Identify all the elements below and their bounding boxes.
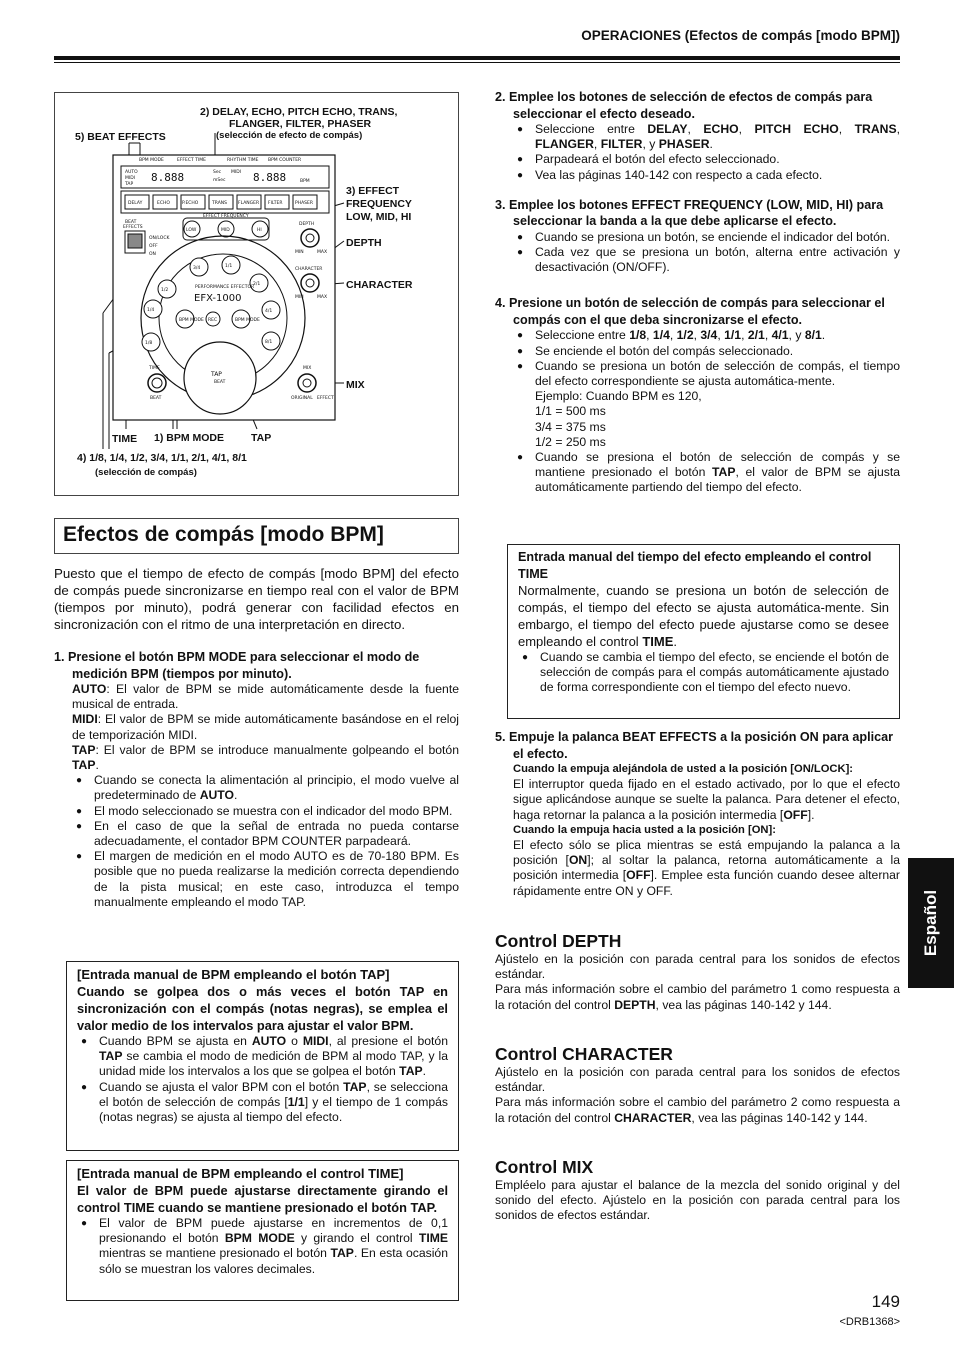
- device-effect: EFFECT: [317, 396, 334, 401]
- label-effect-select: 2) DELAY, ECHO, PITCH ECHO, TRANS, FLANGER, FILTER, PHASER (selección de efecto de compás): [200, 106, 398, 141]
- device-figure: [54, 92, 459, 496]
- device-beat-button: 1/1: [225, 264, 233, 269]
- device-tap: TAP: [125, 182, 134, 187]
- device-beat-button: 4/1: [265, 309, 273, 314]
- device-max: MAX: [317, 295, 328, 300]
- device-tap-big: TAP: [211, 371, 222, 378]
- box-manual-time: Entrada manual del tiempo del efecto empleando el control TIME Normalmente, cuando se presiona un botón de selección de compás, el tiempo del efecto se ajusta automática-mente. Sin embargo, el tiempo del efecto puede ajustarse como se desee empleando el control TIME. ● Cuando se cambia el tiempo del efecto, se enciende el botón de selección de compás para el compás automáticamente ajustado de forma correspondiente con el tiempo del efecto nuevo.: [507, 544, 900, 719]
- device-model: EFX-1000: [194, 293, 242, 304]
- device-beat-button: 3/4: [193, 266, 201, 271]
- device-freq-button: HI: [257, 228, 262, 233]
- label-character: CHARACTER: [346, 279, 413, 291]
- box-tap-entry: [Entrada manual de BPM empleando el botón TAP] Cuando se golpea dos o más veces el botón TAP en sincronización con el compás (notas negras), se emplea el valor medio de los intervalos para ajustar el valor BPM. ● Cuando BPM se ajusta en AUTO o MIDI, al presione el botón TAP se cambia el modo de medición de BPM al modo TAP, y la unidad mide los intervalos a los que se golpea el botón TAP. ● Cuando se ajusta el valor BPM con el botón TAP, se selecciona el botón de selección de compás [1/1] y el tiempo de 1 compás (notas negras) se ajusta al tiempo del efecto.: [66, 961, 459, 1151]
- device-center-button: BPM MODE: [179, 318, 204, 323]
- device-effect-button: PHASER: [295, 201, 314, 206]
- label-tap: TAP: [251, 432, 272, 444]
- step-4: 4. Presione un botón de selección de compás para seleccionar el compás con el que deba sincronizarse el efecto. ● Seleccione entre 1/8, 1/4, 1/2, 3/4, 1/1, 2/1, 4/1, y 8/1. ● Se enciende el botón del compás seleccionado. ● Cuando se presiona un botón de selección de compás, el tiempo del efecto correspondiente se ajusta automática-mente. Ejemplo: Cuando BPM es 120, 1/1 = 500 ms 3/4 = 375 ms 1/2 = 250 ms ● Cuando se presiona el botón de selección de compás y se mantiene presionado el botón TAP, el valor de BPM se ajusta automáticamente partiendo del tiempo del efecto.: [495, 295, 900, 495]
- device-midi-badge: MIDI: [231, 170, 242, 175]
- device-original: ORIGINAL: [291, 396, 313, 401]
- device-effect-button: P.ECHO: [182, 201, 199, 206]
- label-beat-select: 4) 1/8, 1/4, 1/2, 3/4, 1/1, 2/1, 4/1, 8/1: [77, 452, 247, 464]
- control-character: Control CHARACTER Ajústelo en la posición con parada central para los sonidos de efectos estándar. Para más información sobre el cambio del parámetro 2 como respuesta a la rotación del control CHARACTER, vea las páginas 140-142 y 144.: [495, 1044, 900, 1125]
- label-time: TIME: [112, 433, 138, 445]
- control-mix: Control MIX Empléelo para ajustar el balance de la mezcla del sonido original y del sonido del efecto. Ajústelo en la posición con parada central para los sonidos de efectos estándar.: [495, 1157, 900, 1223]
- device-lever-label: EFFECTS: [123, 225, 143, 230]
- device-lever-label: BEAT: [125, 220, 137, 225]
- label-bpm-mode: 1) BPM MODE: [154, 432, 225, 444]
- device-sec: Sec: [213, 170, 222, 175]
- device-effect-button: FLANGER: [238, 201, 260, 206]
- section-title: Efectos de compás [modo BPM]: [54, 518, 459, 554]
- page-header: OPERACIONES (Efectos de compás [modo BPM]): [581, 28, 900, 43]
- device-beat-button: 1/4: [147, 308, 155, 313]
- device-lever-position: ON/LOCK: [149, 236, 170, 241]
- device-center-button: BPM MODE: [235, 318, 260, 323]
- device-knob-label: TIME: [149, 366, 160, 371]
- device-knob-label: CHARACTER: [295, 267, 323, 272]
- device-freq-button: MID: [221, 228, 230, 233]
- right-column: [495, 89, 900, 496]
- device-msec: mSec: [213, 178, 226, 183]
- device-knob-label: DEPTH: [299, 222, 315, 227]
- language-tab: Español: [908, 858, 954, 988]
- page-number: 149: [871, 1292, 900, 1311]
- device-beat-button: 1/8: [145, 341, 153, 346]
- step-1: 1. Presione el botón BPM MODE para seleccionar el modo de medición BPM (tiempos por minuto). AUTO: El valor de BPM se mide automáticamente desde la fuente musical de entrada. MIDI: El valor de BPM se mide automáticamente basándose en el reloj de temporización MIDI. TAP: El valor de BPM se introduce manualmente golpeando el botón TAP. ● Cuando se conecta la alimentación al principio, el modo vuelve al predeterminado de AUTO. ● El modo seleccionado se muestra con el indicador del modo BPM. ● En el caso de que la señal de entrada no pueda contarse adecuadamente, el contador BPM COUNTER parpadeará. ● El margen de medición en el modo AUTO es de 70-180 BPM. Es posible que no pueda realizarse la medición correcta dependiendo de la pista musical; en este caso, introduzca el tempo manualmente empleando el modo TAP.: [54, 649, 459, 910]
- step-5: 5. Empuje la palanca BEAT EFFECTS a la posición ON para aplicar el efecto. Cuando la empuja alejándola de usted a la posición [ON/LOCK]: El interruptor queda fijado en el estado activado, por lo que el efecto sigue aplicándose aunque se suelte la palanca. Para detener el efecto, haga retornar la palanca a la posición intermedia [OFF]. Cuando la empuja hacia usted a la posición [ON]: El efecto sólo se plica mientras se está empujando la palanca a la posición [ON]; al soltar la palanca, retorna automáticamente a la posición intermedia [OFF]. Emplee esta función cuando desee alternar rápidamente entre ON y OFF.: [495, 730, 900, 898]
- label-beat-effects: 5) BEAT EFFECTS: [75, 131, 166, 143]
- device-max: MAX: [317, 250, 328, 255]
- svg-text:8.888: 8.888: [253, 171, 287, 184]
- device-display-label: EFFECT TIME: [177, 158, 206, 163]
- device-tap-sub: BEAT: [214, 380, 226, 385]
- intro-paragraph: Puesto que el tiempo de efecto de compás [modo BPM] del efecto de compás puede sincronizarse en tiempo real con el valor de BPM (tiempos por minuto), podrá generar con facilidad efectos en sincronización con el ritmo de una interpretación en directo.: [54, 566, 459, 632]
- device-display-label: BPM MODE: [139, 158, 164, 163]
- device-effect-button: DELAY: [128, 201, 143, 206]
- device-time-sub: BEAT: [150, 396, 162, 401]
- device-min: MIN: [295, 250, 304, 255]
- device-effect-button: ECHO: [157, 201, 170, 206]
- step-3: 3. Emplee los botones EFFECT FREQUENCY (LOW, MID, HI) para seleccionar la banda a la que debe aplicarse el efecto. ● Cuando se presiona un botón, se enciende el indicador del botón. ● Cada vez que se presiona un botón, alterna entre activación y desactivación (ON/OFF).: [495, 197, 900, 276]
- label-effect-frequency: 3) EFFECT FREQUENCY LOW, MID, HI: [346, 185, 412, 223]
- device-effect-button: TRANS: [212, 201, 227, 206]
- label-depth: DEPTH: [346, 237, 382, 249]
- device-drawing: [55, 93, 460, 497]
- device-knob-label: MIX: [303, 366, 312, 371]
- device-performance: PERFORMANCE EFFECTOR: [195, 285, 255, 290]
- device-min: MIN: [295, 295, 304, 300]
- device-effect-button: FILTER: [268, 201, 283, 206]
- device-lever-position: OFF: [149, 244, 158, 249]
- device-midi: MIDI: [125, 176, 136, 181]
- left-column: [54, 565, 459, 910]
- device-lever-position: ON: [149, 252, 156, 257]
- device-display-label: RHYTHM TIME: [227, 158, 259, 163]
- device-auto: AUTO: [125, 170, 138, 175]
- device-beat-button: 8/1: [265, 340, 273, 345]
- label-mix: MIX: [346, 379, 365, 391]
- device-freq-button: LOW: [186, 228, 197, 233]
- device-beat-button: 2/1: [253, 282, 261, 287]
- header-rule-thin: [54, 62, 900, 63]
- step-2: 2. Emplee los botones de selección de efectos de compás para seleccionar el efecto deseado. ● Seleccione entre DELAY, ECHO, PITCH ECHO, TRANS, FLANGER, FILTER, y PHASER. ● Parpadeará el botón del efecto seleccionado. ● Vea las páginas 140-142 con respecto a cada efecto.: [495, 89, 900, 183]
- label-beat-select-sub: (selección de compás): [95, 467, 197, 478]
- device-display-label: BPM COUNTER: [268, 158, 302, 163]
- box-time-entry: [Entrada manual de BPM empleando el control TIME] El valor de BPM puede ajustarse directamente girando el control TIME cuando se mantiene presionado el botón TAP. ● El valor de BPM puede ajustarse en incrementos de 0,1 presionando el botón BPM MODE y girando el control TIME mientras se mantiene presionado el botón TAP. En esta ocasión sólo se muestran los valores decimales.: [66, 1160, 459, 1301]
- svg-text:8.888: 8.888: [151, 171, 185, 184]
- device-beat-button: 1/2: [161, 288, 169, 293]
- device-freq-title: EFFECT FREQUENCY: [203, 214, 249, 219]
- control-depth: Control DEPTH Ajústelo en la posición con parada central para los sonidos de efectos estándar. Para más información sobre el cambio del parámetro 1 como respuesta a la rotación del control DEPTH, vea las páginas 140-142 y 144.: [495, 931, 900, 1012]
- document-code: <DRB1368>: [839, 1316, 900, 1328]
- device-center-button: REC: [208, 318, 218, 323]
- header-rule: [54, 56, 900, 60]
- device-bpm: BPM: [300, 179, 310, 184]
